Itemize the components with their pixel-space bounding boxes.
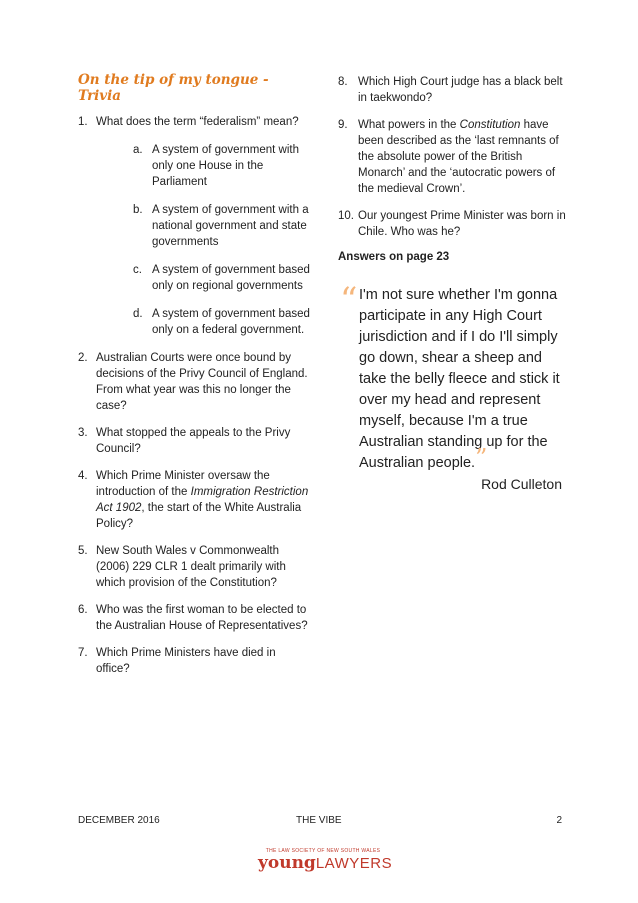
question-text-italic: Immigration Restriction Act 1902	[96, 486, 309, 514]
option-letter: c.	[133, 264, 142, 276]
question-1	[78, 114, 310, 338]
option-letter: b.	[133, 204, 143, 216]
quote-text: I'm not sure whether I'm gonna participate in any High Court jurisdiction and if I do I'll simply go down, shear a sheep and take the belly fleece and stick it over my head and represent myself, because I'm a true Australian standing up for the Australian people.	[359, 287, 560, 471]
pull-quote	[338, 280, 570, 492]
question-text-pre: What powers in the	[358, 119, 460, 131]
question-number: 10.	[338, 210, 354, 222]
question-number: 2.	[78, 352, 88, 364]
question-text: Which Prime Ministers have died in office?	[96, 647, 276, 675]
option-text: A system of government based only on a federal government.	[152, 308, 310, 336]
question-list-right	[338, 74, 570, 240]
option-d	[96, 306, 310, 338]
section-title: On the tip of my tongue - Trivia	[78, 72, 269, 104]
question-10	[338, 208, 570, 240]
question-text: What stopped the appeals to the Privy Council?	[96, 427, 291, 455]
question-8	[338, 74, 570, 106]
question-list-left	[78, 114, 310, 677]
logo-word-lawyers: LAWYERS	[315, 855, 393, 872]
question-text-italic: Constitution	[459, 119, 521, 131]
question-number: 1.	[78, 116, 88, 128]
option-text: A system of government with only one House in the Parliament	[152, 144, 300, 188]
question-number: 3.	[78, 427, 88, 439]
footer-publication: THE VIBE	[296, 815, 342, 826]
logo-tagline: THE LAW SOCIETY OF NEW SOUTH WALES	[265, 848, 381, 854]
question-6	[78, 602, 310, 634]
left-column	[78, 72, 310, 688]
question-number: 9.	[338, 119, 348, 131]
question-9	[338, 117, 570, 197]
question-number: 7.	[78, 647, 88, 659]
question-text: Australian Courts were once bound by decisions of the Privy Council of England. From what year was this no longer the case?	[96, 352, 308, 412]
option-c	[96, 262, 310, 294]
logo-word-young: young	[258, 853, 316, 873]
question-number: 4.	[78, 470, 88, 482]
question-7	[78, 645, 310, 677]
question-text-pre: Which Prime Minister oversaw the introduction of the	[96, 470, 270, 498]
question-number: 5.	[78, 545, 88, 557]
option-text: A system of government with a national government and state governments	[152, 204, 309, 248]
question-text-post: , the start of the White Australia Policy?	[96, 502, 302, 530]
option-letter: a.	[133, 144, 143, 156]
close-quote-icon: ”	[475, 444, 488, 472]
answers-note: Answers on page 23	[338, 251, 450, 263]
question-text: New South Wales v Commonwealth (2006) 229 CLR 1 dealt primarily with which provision of the Constitution?	[96, 545, 286, 589]
option-list	[96, 142, 310, 338]
footer-page-number: 2	[556, 815, 562, 826]
question-number: 8.	[338, 76, 348, 88]
question-number: 6.	[78, 604, 88, 616]
right-column	[338, 74, 570, 492]
question-2	[78, 350, 310, 414]
question-4	[78, 468, 310, 532]
footer-date: DECEMBER 2016	[78, 815, 160, 826]
question-text-post: have been described as the ‘last remnants of the absolute power of the British Monarch’ and the ‘autocratic powers of the medieval Crown’.	[358, 119, 559, 195]
quote-text-block	[359, 285, 570, 474]
question-text: Our youngest Prime Minister was born in Chile. Who was he?	[358, 210, 566, 238]
logo-wordmark	[258, 853, 393, 873]
question-3	[78, 425, 310, 457]
quote-author: Rod Culleton	[481, 476, 562, 492]
option-a	[96, 142, 310, 190]
young-lawyers-logo	[258, 848, 393, 873]
question-5	[78, 543, 310, 591]
option-text: A system of government based only on regional governments	[152, 264, 310, 292]
question-text: Which High Court judge has a black belt in taekwondo?	[358, 76, 563, 104]
option-letter: d.	[133, 308, 143, 320]
open-quote-icon: “	[340, 280, 358, 320]
option-b	[96, 202, 310, 250]
question-text: What does the term “federalism” mean?	[96, 116, 299, 128]
question-text: Who was the first woman to be elected to the Australian House of Representatives?	[96, 604, 308, 632]
